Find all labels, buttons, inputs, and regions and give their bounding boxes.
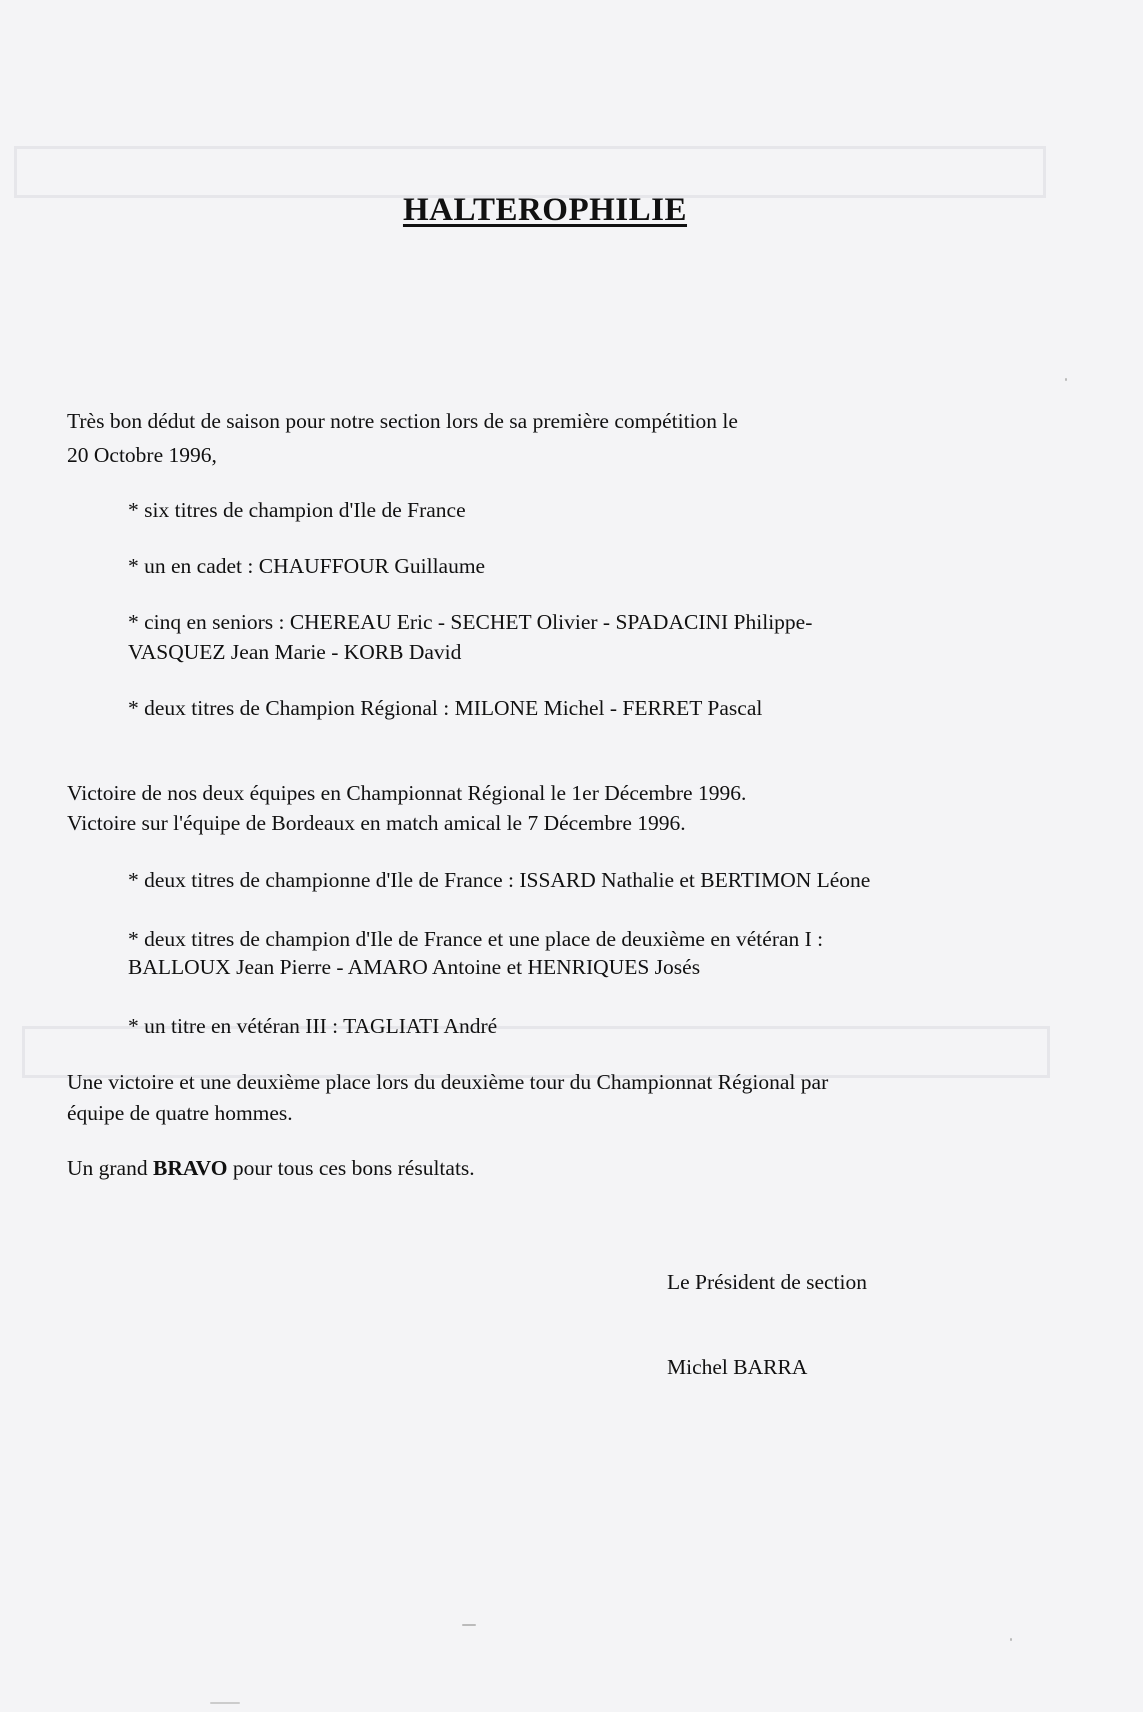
result-line: * deux titres de championne d'Ile de France : ISSARD Nathalie et BERTIMON Léone [128,868,871,892]
bravo-suffix: pour tous ces bons résultats. [227,1156,475,1180]
result-line: * cinq en seniors : CHEREAU Eric - SECHET Olivier - SPADACINI Philippe- [128,610,813,634]
team-line-1: Une victoire et une deuxième place lors du deuxième tour du Championnat Régional par [67,1070,829,1094]
paper-speck [1065,378,1067,381]
signature-role: Le Président de section [667,1270,868,1294]
paper-speck [210,1702,240,1704]
paper-speck [1010,1638,1012,1641]
result-line: * six titres de champion d'Ile de France [128,498,466,522]
intro-line-2: 20 Octobre 1996, [67,443,217,467]
signature-name: Michel BARRA [667,1355,808,1379]
result-line: VASQUEZ Jean Marie - KORB David [128,640,462,664]
victory-line-2: Victoire sur l'équipe de Bordeaux en match amical le 7 Décembre 1996. [67,811,686,835]
result-line: * deux titres de Champion Régional : MILONE Michel - FERRET Pascal [128,696,763,720]
bravo-emphasis: BRAVO [152,1156,228,1180]
result-line: * un titre en vétéran III : TAGLIATI André [128,1014,498,1038]
victory-line-1: Victoire de nos deux équipes en Championnat Régional le 1er Décembre 1996. [67,781,747,805]
intro-line-1: Très bon dédut de saison pour notre section lors de sa première compétition le [67,409,738,433]
bravo-prefix: Un grand [67,1156,153,1180]
bravo-line [67,1154,475,1183]
paper-speck [462,1624,476,1626]
bleed-through-frame [14,146,1046,198]
team-line-2: équipe de quatre hommes. [67,1101,293,1125]
result-line: * deux titres de champion d'Ile de France et une place de deuxième en vétéran I : [128,927,824,951]
result-line: * un en cadet : CHAUFFOUR Guillaume [128,554,486,578]
result-line: BALLOUX Jean Pierre - AMARO Antoine et HENRIQUES Josés [128,955,701,979]
page-title: HALTEROPHILIE [402,192,688,228]
